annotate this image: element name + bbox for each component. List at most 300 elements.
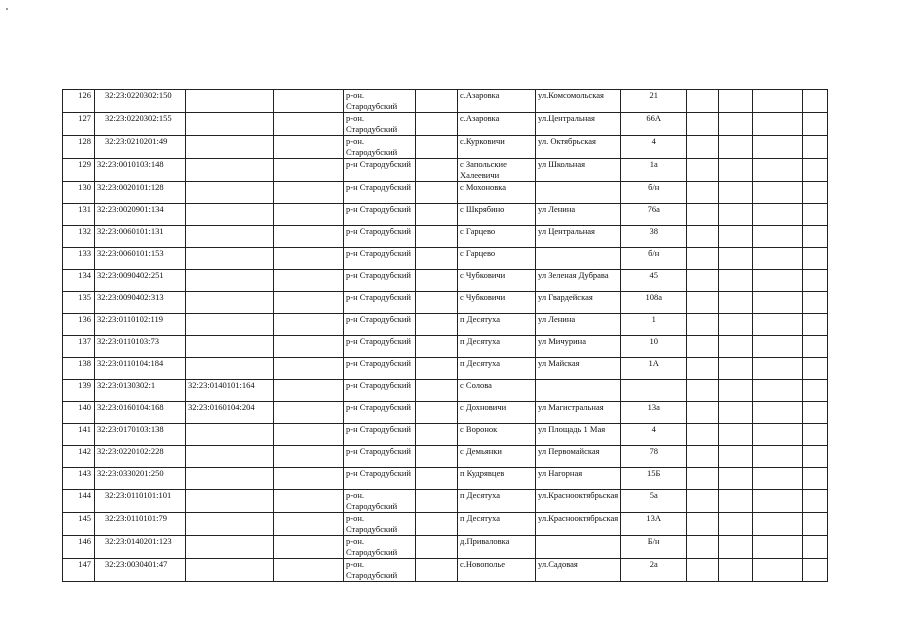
- street-cell: ул Нагорная: [536, 468, 621, 490]
- empty-cell: [687, 446, 719, 468]
- cadastral-number: 32:23:0030401:47: [95, 559, 186, 582]
- empty-cell: [416, 292, 458, 314]
- empty-cell: [753, 402, 803, 424]
- street-cell: ул.Центральная: [536, 113, 621, 136]
- empty-cell: [719, 159, 753, 182]
- empty-cell: [719, 490, 753, 513]
- empty-cell: [719, 336, 753, 358]
- related-cadastral-number: 32:23:0160104:204: [186, 402, 274, 424]
- house-number-cell: 38: [621, 226, 687, 248]
- empty-cell: [416, 536, 458, 559]
- row-number: 136: [63, 314, 95, 336]
- cadastral-number: 32:23:0110102:119: [95, 314, 186, 336]
- row-number: 127: [63, 113, 95, 136]
- related-cadastral-number: [186, 559, 274, 582]
- empty-cell: [274, 136, 344, 159]
- empty-cell: [274, 270, 344, 292]
- table-row: [63, 204, 828, 226]
- empty-cell: [274, 90, 344, 113]
- table-row: [63, 513, 828, 536]
- row-number: 147: [63, 559, 95, 582]
- empty-cell: [719, 559, 753, 582]
- empty-cell: [416, 468, 458, 490]
- empty-cell: [274, 292, 344, 314]
- cadastral-number: 32:23:0110101:101: [95, 490, 186, 513]
- street-cell: ул.Краснооктябрьская: [536, 490, 621, 513]
- row-number: 133: [63, 248, 95, 270]
- street-cell: ул Первомайская: [536, 446, 621, 468]
- empty-cell: [803, 559, 828, 582]
- related-cadastral-number: [186, 536, 274, 559]
- street-cell: ул. Октябрьская: [536, 136, 621, 159]
- empty-cell: [416, 559, 458, 582]
- table-row: [63, 90, 828, 113]
- street-cell: ул Школьная: [536, 159, 621, 182]
- empty-cell: [719, 402, 753, 424]
- house-number-cell: 108а: [621, 292, 687, 314]
- empty-cell: [687, 182, 719, 204]
- empty-cell: [416, 424, 458, 446]
- row-number: 145: [63, 513, 95, 536]
- row-number: 144: [63, 490, 95, 513]
- empty-cell: [803, 380, 828, 402]
- empty-cell: [416, 159, 458, 182]
- related-cadastral-number: [186, 204, 274, 226]
- empty-cell: [416, 490, 458, 513]
- empty-cell: [719, 113, 753, 136]
- street-cell: [536, 248, 621, 270]
- table-row: [63, 559, 828, 582]
- empty-cell: [687, 536, 719, 559]
- empty-cell: [753, 468, 803, 490]
- table-row: [63, 159, 828, 182]
- table-row: [63, 536, 828, 559]
- house-number-cell: 76а: [621, 204, 687, 226]
- table-row: [63, 314, 828, 336]
- empty-cell: [719, 90, 753, 113]
- empty-cell: [753, 226, 803, 248]
- settlement-cell: с Воронок: [458, 424, 536, 446]
- empty-cell: [753, 314, 803, 336]
- street-cell: ул Мичурина: [536, 336, 621, 358]
- region-cell: р-н Стародубский: [344, 248, 416, 270]
- street-cell: [536, 380, 621, 402]
- empty-cell: [416, 336, 458, 358]
- row-number: 126: [63, 90, 95, 113]
- empty-cell: [687, 113, 719, 136]
- empty-cell: [416, 226, 458, 248]
- row-number: 134: [63, 270, 95, 292]
- table-row: [63, 468, 828, 490]
- house-number-cell: 45: [621, 270, 687, 292]
- cadastral-number: 32:23:0110104:184: [95, 358, 186, 380]
- cadastral-number: 32:23:0060101:153: [95, 248, 186, 270]
- region-cell: р-н Стародубский: [344, 424, 416, 446]
- table-row: [63, 446, 828, 468]
- related-cadastral-number: [186, 358, 274, 380]
- row-number: 137: [63, 336, 95, 358]
- region-cell: р-н Стародубский: [344, 292, 416, 314]
- related-cadastral-number: [186, 226, 274, 248]
- empty-cell: [274, 536, 344, 559]
- street-cell: [536, 182, 621, 204]
- region-cell: р-н Стародубский: [344, 159, 416, 182]
- empty-cell: [803, 270, 828, 292]
- empty-cell: [719, 248, 753, 270]
- cadastral-number: 32:23:0110103:73: [95, 336, 186, 358]
- empty-cell: [274, 559, 344, 582]
- empty-cell: [753, 490, 803, 513]
- empty-cell: [753, 380, 803, 402]
- settlement-cell: п Десятуха: [458, 513, 536, 536]
- empty-cell: [416, 402, 458, 424]
- row-number: 130: [63, 182, 95, 204]
- empty-cell: [687, 226, 719, 248]
- house-number-cell: б/н: [621, 182, 687, 204]
- related-cadastral-number: [186, 113, 274, 136]
- settlement-cell: п Десятуха: [458, 358, 536, 380]
- empty-cell: [803, 402, 828, 424]
- street-cell: ул.Садовая: [536, 559, 621, 582]
- empty-cell: [803, 226, 828, 248]
- table-row: [63, 380, 828, 402]
- table-row: [63, 336, 828, 358]
- cadastral-number: 32:23:0090402:313: [95, 292, 186, 314]
- house-number-cell: [621, 380, 687, 402]
- empty-cell: [274, 182, 344, 204]
- street-cell: ул Гвардейская: [536, 292, 621, 314]
- region-cell: р-н Стародубский: [344, 226, 416, 248]
- cadastral-number: 32:23:0010103:148: [95, 159, 186, 182]
- empty-cell: [803, 490, 828, 513]
- cadastral-number: 32:23:0110101:79: [95, 513, 186, 536]
- house-number-cell: 78: [621, 446, 687, 468]
- house-number-cell: 15Б: [621, 468, 687, 490]
- house-number-cell: 21: [621, 90, 687, 113]
- house-number-cell: 2а: [621, 559, 687, 582]
- street-cell: ул Зеленая Дубрава: [536, 270, 621, 292]
- region-cell: р-н Стародубский: [344, 204, 416, 226]
- cadastral-number: 32:23:0220302:155: [95, 113, 186, 136]
- settlement-cell: с Мохоновка: [458, 182, 536, 204]
- empty-cell: [687, 513, 719, 536]
- street-cell: ул Площадь 1 Мая: [536, 424, 621, 446]
- related-cadastral-number: [186, 292, 274, 314]
- empty-cell: [274, 468, 344, 490]
- house-number-cell: 66А: [621, 113, 687, 136]
- empty-cell: [719, 513, 753, 536]
- empty-cell: [416, 136, 458, 159]
- scan-mark: [6, 8, 8, 10]
- street-cell: ул Магистральная: [536, 402, 621, 424]
- empty-cell: [687, 314, 719, 336]
- empty-cell: [687, 468, 719, 490]
- empty-cell: [753, 270, 803, 292]
- related-cadastral-number: [186, 248, 274, 270]
- empty-cell: [416, 90, 458, 113]
- related-cadastral-number: [186, 468, 274, 490]
- empty-cell: [719, 424, 753, 446]
- empty-cell: [687, 159, 719, 182]
- region-cell: р-он. Стародубский: [344, 490, 416, 513]
- house-number-cell: 1а: [621, 159, 687, 182]
- empty-cell: [416, 446, 458, 468]
- empty-cell: [719, 468, 753, 490]
- cadastral-number: 32:23:0020101:128: [95, 182, 186, 204]
- empty-cell: [687, 490, 719, 513]
- house-number-cell: 1: [621, 314, 687, 336]
- settlement-cell: с Гарцево: [458, 226, 536, 248]
- related-cadastral-number: [186, 159, 274, 182]
- house-number-cell: 4: [621, 136, 687, 159]
- settlement-cell: с Дохновичи: [458, 402, 536, 424]
- empty-cell: [719, 358, 753, 380]
- empty-cell: [687, 204, 719, 226]
- empty-cell: [719, 314, 753, 336]
- empty-cell: [803, 292, 828, 314]
- cadastral-number: 32:23:0160104:168: [95, 402, 186, 424]
- settlement-cell: п Десятуха: [458, 336, 536, 358]
- empty-cell: [803, 513, 828, 536]
- empty-cell: [416, 182, 458, 204]
- empty-cell: [803, 90, 828, 113]
- cadastral-number: 32:23:0220302:150: [95, 90, 186, 113]
- house-number-cell: 1А: [621, 358, 687, 380]
- related-cadastral-number: [186, 513, 274, 536]
- empty-cell: [753, 292, 803, 314]
- empty-cell: [803, 358, 828, 380]
- empty-cell: [803, 204, 828, 226]
- empty-cell: [416, 314, 458, 336]
- region-cell: р-он. Стародубский: [344, 113, 416, 136]
- empty-cell: [274, 402, 344, 424]
- empty-cell: [753, 248, 803, 270]
- row-number: 142: [63, 446, 95, 468]
- empty-cell: [416, 270, 458, 292]
- table-row: [63, 182, 828, 204]
- empty-cell: [803, 248, 828, 270]
- empty-cell: [274, 513, 344, 536]
- settlement-cell: с.Азаровка: [458, 113, 536, 136]
- empty-cell: [687, 292, 719, 314]
- empty-cell: [416, 380, 458, 402]
- settlement-cell: с Шкрябино: [458, 204, 536, 226]
- row-number: 140: [63, 402, 95, 424]
- street-cell: ул Майская: [536, 358, 621, 380]
- cadastral-number: 32:23:0020901:134: [95, 204, 186, 226]
- cadastral-number: 32:23:0130302:1: [95, 380, 186, 402]
- related-cadastral-number: [186, 182, 274, 204]
- row-number: 128: [63, 136, 95, 159]
- empty-cell: [687, 402, 719, 424]
- house-number-cell: 10: [621, 336, 687, 358]
- empty-cell: [719, 380, 753, 402]
- empty-cell: [753, 358, 803, 380]
- settlement-cell: д.Приваловка: [458, 536, 536, 559]
- related-cadastral-number: [186, 270, 274, 292]
- street-cell: ул Ленина: [536, 204, 621, 226]
- region-cell: р-н Стародубский: [344, 182, 416, 204]
- empty-cell: [719, 182, 753, 204]
- related-cadastral-number: [186, 446, 274, 468]
- table-row: [63, 292, 828, 314]
- empty-cell: [753, 136, 803, 159]
- empty-cell: [274, 113, 344, 136]
- settlement-cell: с Гарцево: [458, 248, 536, 270]
- empty-cell: [687, 358, 719, 380]
- settlement-cell: п Кудрявцев: [458, 468, 536, 490]
- empty-cell: [753, 513, 803, 536]
- empty-cell: [753, 90, 803, 113]
- settlement-cell: с Чубковичи: [458, 270, 536, 292]
- table-row: [63, 402, 828, 424]
- empty-cell: [416, 358, 458, 380]
- empty-cell: [753, 204, 803, 226]
- row-number: 129: [63, 159, 95, 182]
- empty-cell: [274, 380, 344, 402]
- row-number: 141: [63, 424, 95, 446]
- cadastral-number: 32:23:0170103:138: [95, 424, 186, 446]
- empty-cell: [803, 446, 828, 468]
- region-cell: р-он. Стародубский: [344, 136, 416, 159]
- empty-cell: [803, 336, 828, 358]
- region-cell: р-н Стародубский: [344, 270, 416, 292]
- related-cadastral-number: [186, 136, 274, 159]
- settlement-cell: с.Курковичи: [458, 136, 536, 159]
- cadastral-number: 32:23:0330201:250: [95, 468, 186, 490]
- empty-cell: [803, 314, 828, 336]
- house-number-cell: Б/н: [621, 536, 687, 559]
- empty-cell: [274, 314, 344, 336]
- row-number: 138: [63, 358, 95, 380]
- empty-cell: [803, 159, 828, 182]
- region-cell: р-н Стародубский: [344, 380, 416, 402]
- row-number: 131: [63, 204, 95, 226]
- empty-cell: [753, 336, 803, 358]
- table-body: [63, 90, 828, 582]
- empty-cell: [687, 136, 719, 159]
- empty-cell: [719, 446, 753, 468]
- empty-cell: [753, 159, 803, 182]
- empty-cell: [274, 358, 344, 380]
- empty-cell: [274, 490, 344, 513]
- empty-cell: [753, 424, 803, 446]
- row-number: 135: [63, 292, 95, 314]
- empty-cell: [803, 113, 828, 136]
- house-number-cell: 13А: [621, 513, 687, 536]
- region-cell: р-н Стародубский: [344, 402, 416, 424]
- table-row: [63, 270, 828, 292]
- cadastral-number: 32:23:0140201:123: [95, 536, 186, 559]
- settlement-cell: с Демьянки: [458, 446, 536, 468]
- street-cell: ул Ленина: [536, 314, 621, 336]
- table-row: [63, 490, 828, 513]
- empty-cell: [416, 204, 458, 226]
- empty-cell: [416, 248, 458, 270]
- empty-cell: [274, 204, 344, 226]
- empty-cell: [803, 136, 828, 159]
- related-cadastral-number: 32:23:0140101:164: [186, 380, 274, 402]
- related-cadastral-number: [186, 424, 274, 446]
- empty-cell: [719, 226, 753, 248]
- settlement-cell: с Запольские Халеевичи: [458, 159, 536, 182]
- table-row: [63, 248, 828, 270]
- region-cell: р-н Стародубский: [344, 446, 416, 468]
- empty-cell: [719, 204, 753, 226]
- empty-cell: [687, 380, 719, 402]
- empty-cell: [803, 182, 828, 204]
- settlement-cell: с Солова: [458, 380, 536, 402]
- empty-cell: [803, 468, 828, 490]
- row-number: 132: [63, 226, 95, 248]
- property-table: [62, 89, 828, 582]
- region-cell: р-н Стародубский: [344, 336, 416, 358]
- cadastral-number: 32:23:0220102:228: [95, 446, 186, 468]
- region-cell: р-он. Стародубский: [344, 536, 416, 559]
- region-cell: р-н Стародубский: [344, 468, 416, 490]
- empty-cell: [753, 446, 803, 468]
- empty-cell: [753, 559, 803, 582]
- related-cadastral-number: [186, 336, 274, 358]
- region-cell: р-н Стародубский: [344, 358, 416, 380]
- region-cell: р-он. Стародубский: [344, 513, 416, 536]
- street-cell: [536, 536, 621, 559]
- empty-cell: [274, 446, 344, 468]
- empty-cell: [719, 536, 753, 559]
- table-row: [63, 424, 828, 446]
- empty-cell: [803, 536, 828, 559]
- house-number-cell: 13а: [621, 402, 687, 424]
- empty-cell: [274, 424, 344, 446]
- table-row: [63, 136, 828, 159]
- house-number-cell: 4: [621, 424, 687, 446]
- empty-cell: [719, 292, 753, 314]
- row-number: 143: [63, 468, 95, 490]
- empty-cell: [753, 182, 803, 204]
- related-cadastral-number: [186, 90, 274, 113]
- related-cadastral-number: [186, 314, 274, 336]
- empty-cell: [274, 336, 344, 358]
- table-row: [63, 226, 828, 248]
- table-row: [63, 113, 828, 136]
- empty-cell: [753, 113, 803, 136]
- empty-cell: [687, 90, 719, 113]
- street-cell: ул.Комсомольская: [536, 90, 621, 113]
- empty-cell: [274, 226, 344, 248]
- settlement-cell: с.Новополье: [458, 559, 536, 582]
- cadastral-number: 32:23:0210201:49: [95, 136, 186, 159]
- cadastral-number: 32:23:0090402:251: [95, 270, 186, 292]
- empty-cell: [274, 248, 344, 270]
- house-number-cell: 5а: [621, 490, 687, 513]
- empty-cell: [687, 424, 719, 446]
- settlement-cell: п Десятуха: [458, 314, 536, 336]
- empty-cell: [687, 270, 719, 292]
- region-cell: р-он. Стародубский: [344, 90, 416, 113]
- empty-cell: [753, 536, 803, 559]
- empty-cell: [719, 270, 753, 292]
- region-cell: р-н Стародубский: [344, 314, 416, 336]
- row-number: 139: [63, 380, 95, 402]
- related-cadastral-number: [186, 490, 274, 513]
- row-number: 146: [63, 536, 95, 559]
- empty-cell: [416, 513, 458, 536]
- settlement-cell: с.Азаровка: [458, 90, 536, 113]
- settlement-cell: с Чубковичи: [458, 292, 536, 314]
- empty-cell: [687, 248, 719, 270]
- empty-cell: [719, 136, 753, 159]
- empty-cell: [803, 424, 828, 446]
